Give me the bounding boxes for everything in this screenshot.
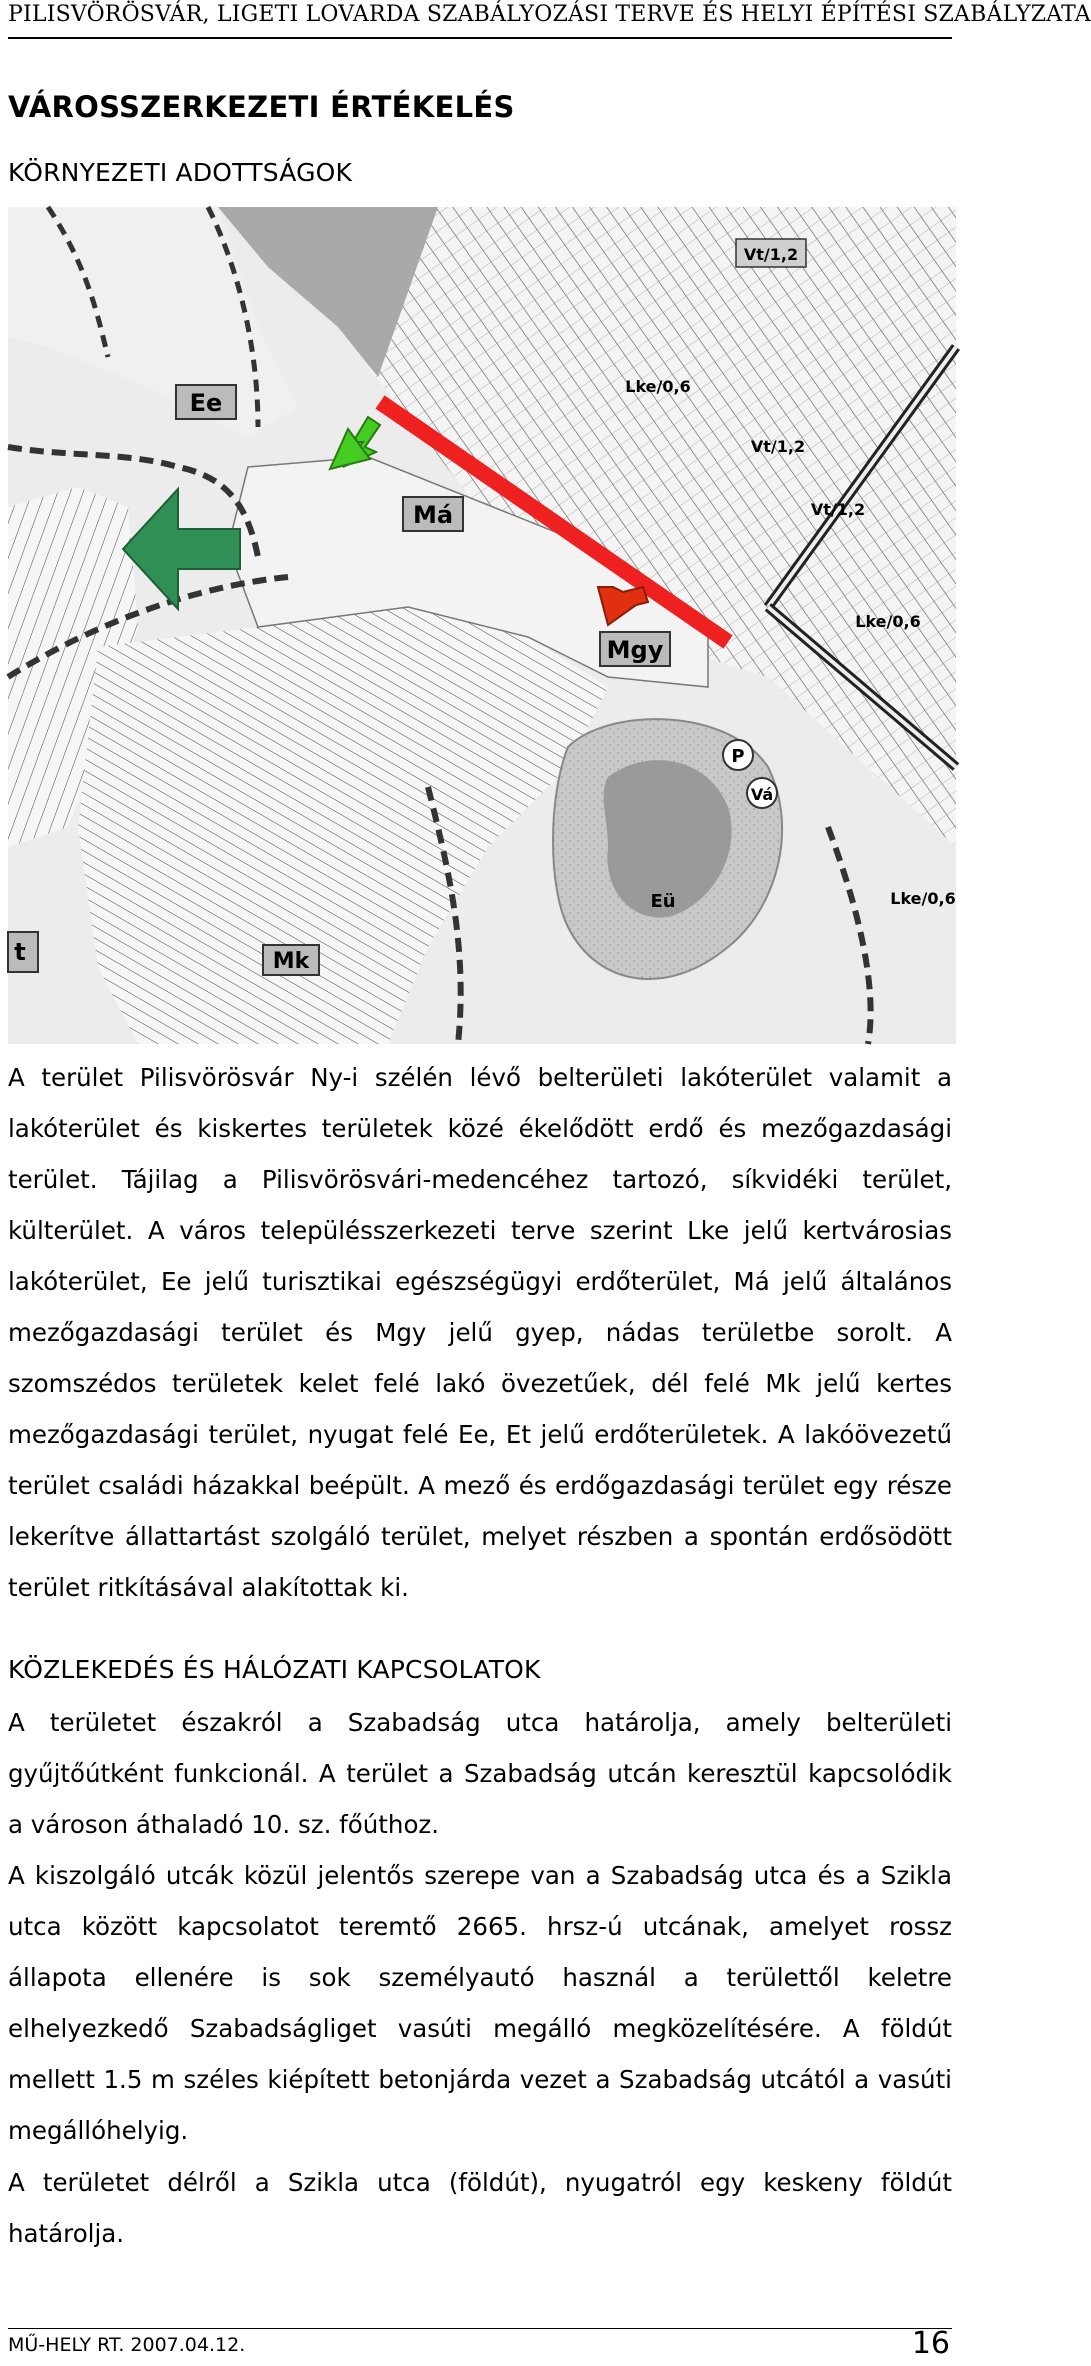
svg-text:Vá: Vá [750,785,774,804]
running-header: PILISVÖRÖSVÁR, LIGETI LOVARDA SZABÁLYOZÁSI TERVE ÉS HELYI ÉPÍTÉSI SZABÁLYZATA [8,2,1091,27]
map-label-lke-1 [625,377,690,396]
svg-text:Lke/0,6: Lke/0,6 [855,612,921,631]
map-label-t [8,932,38,972]
map-label-lke-2 [855,612,920,631]
map-label-eu [650,891,675,912]
paragraph-transport-3: A területet délről a Szikla utca (földút), nyugatról egy keskeny földút határolja. [8,2168,952,2248]
subheading-transport: KÖZLEKEDÉS ÉS HÁLÓZATI KAPCSOLATOK [8,1655,541,1684]
subheading-environment: KÖRNYEZETI ADOTTSÁGOK [8,158,353,187]
footer-company-date: MŰ-HELY RT. 2007.04.12. [8,2334,246,2356]
map-label-vt-3 [811,500,865,519]
map-label-mk [263,945,319,975]
svg-text:Vt/1,2: Vt/1,2 [750,437,806,456]
svg-text:Lke/0,6: Lke/0,6 [625,377,691,396]
svg-text:Má: Má [412,501,454,529]
svg-text:Ee: Ee [189,389,223,417]
svg-text:Eü: Eü [650,891,676,912]
svg-text:Mk: Mk [272,949,310,974]
map-label-vt-2 [751,437,805,456]
header-rule [8,37,952,39]
footer-rule [8,2328,952,2329]
site-map [8,207,956,1044]
map-symbol-va [747,778,777,808]
map-label-ee [176,385,236,419]
svg-text:P: P [731,746,745,767]
map-label-lke-3 [890,889,955,908]
paragraph-transport-2: A kiszolgáló utcák közül jelentős szerepe van a Szabadság utca és a Szikla utca között kapcsolatot teremtő 2665. hrsz-ú utcának, amelyet rossz állapota ellenére is sok személyautó használ a területtől keletre elhelyezkedő Szabadságliget vasúti megálló megközelítésére. A földút mellett 1.5 m széles kiépített betonjárda vezet a Szabadság utcától a vasúti megállóhelyig. [8,1861,952,2145]
svg-text:Mgy: Mgy [606,636,664,664]
map-label-vt-1 [736,239,806,267]
paragraph-environment: A terület Pilisvörösvár Ny-i szélén lévő belterületi lakóterület valamit a lakóterület és kiskertes területek közé ékelődött erdő és mezőgazdasági terület. Tájilag a Pilisvörösvári-medencéhez tartozó, síkvidéki terület, külterület. A város településszerkezeti terve szerint Lke jelű kertvárosias lakóterület, Ee jelű turisztikai egészségügyi erdőterület, Má jelű általános mezőgazdasági terület és Mgy jelű gyep, nádas területbe sorolt. A szomszédos területek kelet felé lakó övezetűek, dél felé Mk jelű kertes mezőgazdasági terület, nyugat felé Ee, Et jelű erdőterületek. A lakóövezetű terület családi házakkal beépült. A mező és erdőgazdasági terület egy része lekerítve állattartást szolgáló terület, melyet részben a spontán erdősödött terület ritkításával alakítottak ki. [8,1063,952,1602]
map-label-mgy [600,632,670,666]
paragraph-transport-1: A területet északról a Szabadság utca határolja, amely belterületi gyűjtőútként funkcionál. A terület a Szabadság utcán keresztül kapcsolódik a városon áthaladó 10. sz. főúthoz. [8,1708,952,1839]
svg-text:Vt/1,2: Vt/1,2 [810,500,866,519]
page-number: 16 [911,2326,950,2361]
svg-text:Vt/1,2: Vt/1,2 [743,245,799,264]
svg-text:Lke/0,6: Lke/0,6 [890,889,956,908]
map-label-ma [403,497,463,531]
svg-text:t: t [14,938,26,966]
map-symbol-p [723,740,753,770]
site-map-svg [8,207,956,1044]
section-title: VÁROSSZERKEZETI ÉRTÉKELÉS [8,90,515,124]
